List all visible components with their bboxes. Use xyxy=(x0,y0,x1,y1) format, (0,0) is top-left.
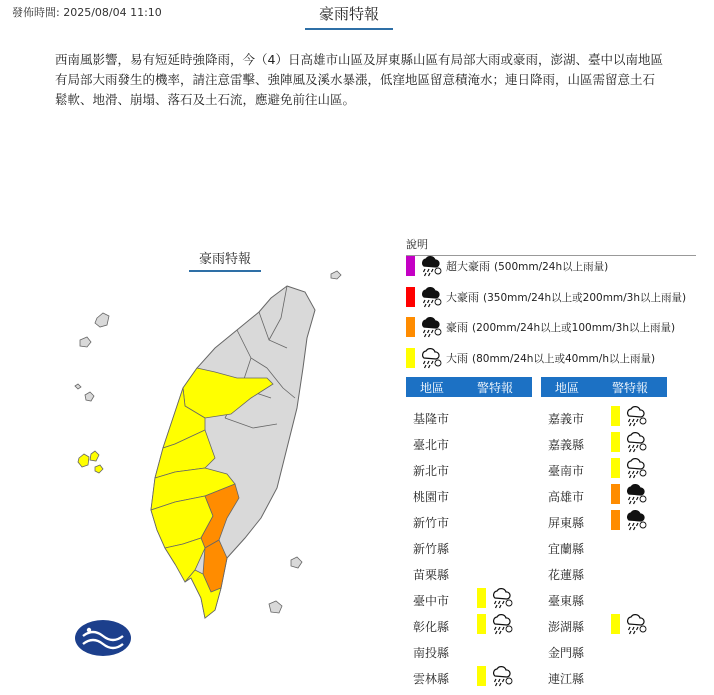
legend-heading: 說明 xyxy=(406,236,696,256)
region-name: 桃園市 xyxy=(413,490,450,504)
region-name: 彰化縣 xyxy=(413,620,450,634)
column-header-region: 地區 xyxy=(554,380,579,395)
warning-level-bar xyxy=(477,614,486,634)
warning-indicator xyxy=(477,665,514,687)
warning-indicator xyxy=(611,405,648,427)
warning-level-bar xyxy=(611,458,620,478)
region-name: 連江縣 xyxy=(548,672,585,686)
table-header-right xyxy=(541,377,667,397)
issue-time: 發佈時間: 2025/08/04 11:10 xyxy=(12,6,162,19)
heavy-rain-icon xyxy=(624,457,648,479)
region-name: 臺北市 xyxy=(413,438,450,452)
region-name: 臺中市 xyxy=(413,594,450,608)
region-name: 基隆市 xyxy=(413,412,450,426)
region-name: 苗栗縣 xyxy=(413,568,450,582)
heavy-torrential-rain-icon xyxy=(419,286,443,308)
map-title: 豪雨特報 xyxy=(189,248,261,272)
extremely-heavy-rain-icon xyxy=(624,509,648,531)
warning-level-bar xyxy=(611,432,620,452)
penghu-islands xyxy=(78,451,103,473)
islet-north-2 xyxy=(80,337,91,347)
region-name: 高雄市 xyxy=(548,490,585,504)
legend-label: 豪雨 xyxy=(446,321,468,334)
warning-level-bar xyxy=(611,614,620,634)
heavy-rain-icon xyxy=(624,431,648,453)
islet-west xyxy=(85,392,94,401)
heavy-rain-icon xyxy=(490,665,514,687)
page-title: 豪雨特報 xyxy=(305,3,393,30)
region-name: 嘉義市 xyxy=(548,412,585,426)
column-header-warning: 警特報 xyxy=(476,380,513,395)
taiwan-warning-map xyxy=(55,248,360,693)
table-header-left xyxy=(406,377,532,397)
region-name: 臺東縣 xyxy=(548,594,585,608)
legend-description: (80mm/24h以上或40mm/h以上雨量) xyxy=(472,352,656,365)
warning-indicator xyxy=(611,431,648,453)
warning-indicator xyxy=(611,613,648,635)
warning-level-bar xyxy=(611,510,620,530)
warning-indicator xyxy=(477,587,514,609)
legend-label: 超大豪雨 xyxy=(446,260,490,273)
legend-swatch xyxy=(406,348,415,368)
extremely-heavy-rain-icon xyxy=(419,316,443,338)
region-name: 臺南市 xyxy=(548,464,585,478)
region-name: 新北市 xyxy=(413,464,450,478)
warning-map-panel xyxy=(55,248,360,693)
warning-indicator xyxy=(611,483,648,505)
legend-item xyxy=(406,316,675,338)
legend-description: (500mm/24h以上雨量) xyxy=(494,260,609,273)
region-name: 屏東縣 xyxy=(548,516,585,530)
region-name: 花蓮縣 xyxy=(548,568,585,582)
warning-level-bar xyxy=(611,406,620,426)
heavy-rain-icon xyxy=(490,613,514,635)
legend-description: (200mm/24h以上或100mm/3h以上雨量) xyxy=(472,321,676,334)
legend-swatch xyxy=(406,287,415,307)
legend-swatch xyxy=(406,256,415,276)
region-name: 新竹縣 xyxy=(413,542,450,556)
green-island xyxy=(291,557,302,568)
region-name: 南投縣 xyxy=(413,646,450,660)
region-name: 澎湖縣 xyxy=(548,620,585,634)
torrential-rain-icon xyxy=(419,255,443,277)
legend-item xyxy=(406,255,608,277)
heavy-rain-icon xyxy=(624,613,648,635)
warning-notice-text: 西南風影響，易有短延時強降雨，今（4）日高雄市山區及屏東縣山區有局部大雨或豪雨，澎湖、臺中以南地區有局部大雨發生的機率，請注意雷擊、強陣風及溪水暴漲，低窪地區留意積淹水；連日降雨，山區需留意土石鬆軟、地滑、崩塌、落石及土石流，應避免前往山區。 xyxy=(55,52,663,107)
warning-level-bar xyxy=(611,484,620,504)
warning-indicator xyxy=(477,613,514,635)
warning-indicator xyxy=(611,509,648,531)
warning-indicator xyxy=(611,457,648,479)
legend-item xyxy=(406,347,655,369)
heavy-rain-icon xyxy=(419,347,443,369)
legend-label: 大豪雨 xyxy=(446,291,479,304)
region-name: 金門縣 xyxy=(548,646,585,660)
islet-north-1 xyxy=(95,313,109,327)
extremely-heavy-rain-icon xyxy=(624,483,648,505)
legend-label: 大雨 xyxy=(446,352,468,365)
heavy-rain-icon xyxy=(490,587,514,609)
region-name: 雲林縣 xyxy=(413,672,450,686)
legend-swatch xyxy=(406,317,415,337)
heavy-rain-icon xyxy=(624,405,648,427)
region-name: 新竹市 xyxy=(413,516,450,530)
agency-logo xyxy=(75,620,131,656)
column-header-region: 地區 xyxy=(419,380,444,395)
warning-level-bar xyxy=(477,588,486,608)
islet-west-2 xyxy=(75,384,81,389)
legend-item xyxy=(406,286,686,308)
warning-level-bar xyxy=(477,666,486,686)
legend-description: (350mm/24h以上或200mm/3h以上雨量) xyxy=(483,291,687,304)
column-header-warning: 警特報 xyxy=(611,380,648,395)
region-name: 宜蘭縣 xyxy=(548,542,585,556)
region-name: 嘉義縣 xyxy=(548,438,585,452)
orchid-island xyxy=(269,601,282,613)
northern-islet xyxy=(331,271,341,279)
